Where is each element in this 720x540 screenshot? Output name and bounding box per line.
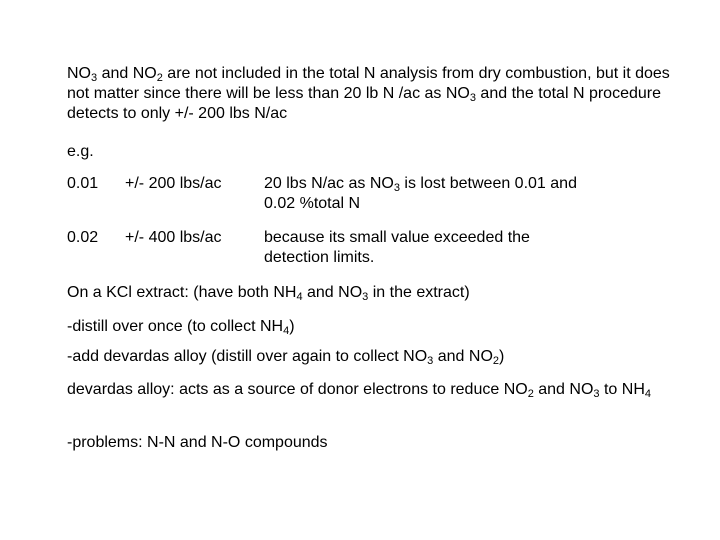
eg-label: e.g. xyxy=(67,143,94,160)
intro-text: NO xyxy=(445,85,470,102)
subscript: 4 xyxy=(296,291,303,303)
distill-text: ) xyxy=(289,318,295,335)
kcl-line xyxy=(67,283,692,303)
kcl-text: in the extract) xyxy=(368,284,470,301)
distill-text: -distill over once (to collect NH xyxy=(67,318,284,335)
subscript: 4 xyxy=(644,388,651,400)
intro-text: NO xyxy=(132,65,157,82)
note-text: is lost between 0.01 and 0.02 %total N xyxy=(264,175,577,212)
devardas-text: -add devardas alloy (distill over again to collect NO xyxy=(67,348,428,365)
intro-text: included in the total N analysis from dry combustion, but it does not matter since there will be less than 20 lb N /ac as xyxy=(67,65,670,102)
kcl-text: On a KCl extract: (have both NH xyxy=(67,284,297,301)
subscript: 3 xyxy=(393,182,400,194)
range-cell: +/- 400 lbs/ac xyxy=(125,229,222,246)
subscript: 3 xyxy=(362,291,369,303)
devardas-step-line xyxy=(67,347,692,367)
subscript: 3 xyxy=(427,355,434,367)
note-text: 20 lbs N/ac as NO xyxy=(264,175,394,192)
value-cell: 0.02 xyxy=(67,229,99,246)
devardas-text: ) xyxy=(499,348,505,365)
problems-line: -problems: N-N and N-O compounds xyxy=(67,434,328,451)
subscript: 3 xyxy=(91,72,98,84)
devardas-text: and NO xyxy=(433,348,493,365)
definition-text: to NH xyxy=(599,381,645,398)
definition-text: devardas alloy: acts as a source of donor electrons to reduce NO xyxy=(67,381,528,398)
subscript: 3 xyxy=(469,92,476,104)
emphasis-text: are not xyxy=(162,65,218,82)
definition-text: and NO xyxy=(533,381,594,398)
devardas-definition xyxy=(67,380,692,400)
subscript: 4 xyxy=(283,325,290,337)
distill-line xyxy=(67,317,692,337)
intro-text: NO xyxy=(67,65,91,82)
subscript: 2 xyxy=(492,355,500,367)
range-cell: +/- 200 lbs/ac xyxy=(125,175,222,192)
value-cell: 0.01 xyxy=(67,175,99,192)
intro-text: and the total N procedure detects to only +/- 200 lbs N/ac xyxy=(67,85,661,122)
subscript: 3 xyxy=(593,388,600,400)
note-cell: because its small value exceeded the detection limits. xyxy=(264,229,530,266)
subscript: 2 xyxy=(527,388,534,400)
intro-text: and xyxy=(97,65,133,82)
intro-paragraph xyxy=(67,64,692,124)
note-cell xyxy=(264,174,594,214)
kcl-text: and NO xyxy=(302,284,363,301)
subscript: 2 xyxy=(156,72,163,84)
